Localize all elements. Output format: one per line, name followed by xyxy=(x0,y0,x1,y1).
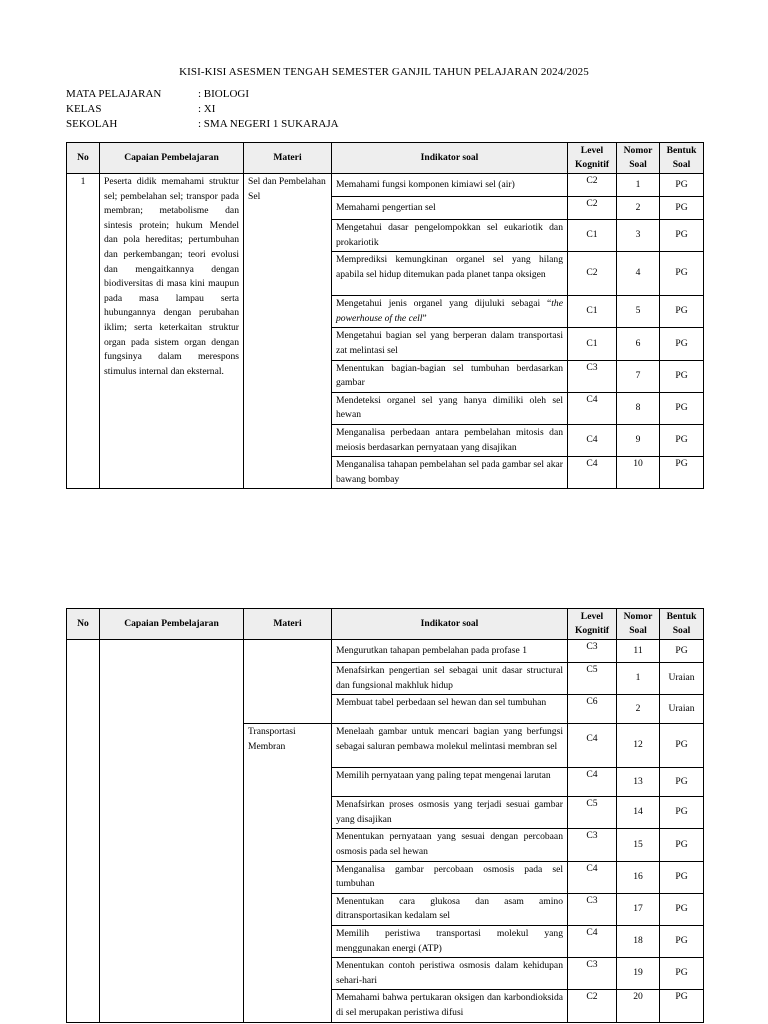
meta-class xyxy=(66,103,215,115)
materi-cell xyxy=(244,640,332,724)
bentuk-cell: PG xyxy=(660,797,704,829)
meta-label: MATA PELAJARAN xyxy=(66,88,162,100)
level-cell: C1 xyxy=(568,296,617,328)
level-cell: C2 xyxy=(568,252,617,296)
table-row xyxy=(67,640,704,663)
bentuk-cell: PG xyxy=(660,197,704,220)
level-cell: C2 xyxy=(568,174,617,197)
nomor-cell: 11 xyxy=(617,640,660,663)
nomor-cell: 8 xyxy=(617,392,660,424)
assessment-table-2 xyxy=(66,608,704,1023)
bentuk-cell: PG xyxy=(660,220,704,252)
indikator-cell: Membuat tabel perbedaan sel hewan dan sel tumbuhan xyxy=(332,695,568,724)
level-cell: C4 xyxy=(568,861,617,893)
assessment-table-1 xyxy=(66,142,704,489)
header-bentuk: Bentuk Soal xyxy=(660,143,704,174)
indikator-cell: Menafsirkan pengertian sel sebagai unit dasar structural dan fungsional makhluk hidup xyxy=(332,663,568,695)
bentuk-cell: PG xyxy=(660,861,704,893)
level-cell: C2 xyxy=(568,197,617,220)
header-no: No xyxy=(67,143,100,174)
bentuk-cell: PG xyxy=(660,392,704,424)
nomor-cell: 1 xyxy=(617,663,660,695)
bentuk-cell: PG xyxy=(660,768,704,797)
nomor-cell: 2 xyxy=(617,695,660,724)
nomor-cell: 2 xyxy=(617,197,660,220)
bentuk-cell: PG xyxy=(660,252,704,296)
level-cell: C4 xyxy=(568,925,617,957)
indikator-cell: Memilih pernyataan yang paling tepat mengenai larutan xyxy=(332,768,568,797)
indikator-cell: Memahami pengertian sel xyxy=(332,197,568,220)
indikator-cell: Memahami bahwa pertukaran oksigen dan karbondioksida di sel merupakan peristiwa difusi xyxy=(332,990,568,1022)
document-title: KISI-KISI ASESMEN TENGAH SEMESTER GANJIL TAHUN PELAJARAN 2024/2025 xyxy=(179,66,589,78)
nomor-cell: 7 xyxy=(617,360,660,392)
nomor-cell: 17 xyxy=(617,893,660,925)
indikator-cell: Memilih peristiwa transportasi molekul yang menggunakan energi (ATP) xyxy=(332,925,568,957)
header-materi: Materi xyxy=(244,143,332,174)
level-cell: C3 xyxy=(568,958,617,990)
indikator-cell: Menafsirkan proses osmosis yang terjadi sesuai gambar yang disajikan xyxy=(332,797,568,829)
nomor-cell: 6 xyxy=(617,328,660,360)
indikator-cell: Menentukan bagian-bagian sel tumbuhan berdasarkan gambar xyxy=(332,360,568,392)
indikator-cell: Menentukan contoh peristiwa osmosis dalam kehidupan sehari-hari xyxy=(332,958,568,990)
level-cell: C5 xyxy=(568,663,617,695)
capaian-cell xyxy=(100,640,244,1023)
bentuk-cell: PG xyxy=(660,424,704,456)
nomor-cell: 5 xyxy=(617,296,660,328)
level-cell: C3 xyxy=(568,829,617,861)
indikator-cell: Menentukan cara glukosa dan asam amino ditransportasikan kedalam sel xyxy=(332,893,568,925)
meta-value: : SMA NEGERI 1 SUKARAJA xyxy=(198,118,339,130)
level-cell: C4 xyxy=(568,392,617,424)
header-level: Level Kognitif xyxy=(568,609,617,640)
header-row xyxy=(67,143,704,174)
indikator-cell: Memprediksi kemungkinan organel sel yang hilang apabila sel hidup ditemukan pada planet tanpa oksigen xyxy=(332,252,568,296)
capaian-cell: Peserta didik memahami struktur sel; pembelahan sel; transpor pada membran; metabolisme dan sintesis protein; hukum Mendel dan pola hereditas; pertumbuhan dan perkembangan; teori evolusi dan mengaitkannya dengan biodiversitas di masa kini maupun pada masa lampau serta hubungannya dengan perubahan iklim; serta keterkaitan struktur organ pada sistem organ dengan fungsinya dalam merespons stimulus internal dan eksternal. xyxy=(100,174,244,489)
level-cell: C3 xyxy=(568,640,617,663)
header-bentuk: Bentuk Soal xyxy=(660,609,704,640)
bentuk-cell: PG xyxy=(660,640,704,663)
indikator-cell: Mengetahui jenis organel yang dijuluki sebagai “the powerhouse of the cell” xyxy=(332,296,568,328)
italic-phrase: the powerhouse of the cell xyxy=(336,298,563,324)
nomor-cell: 18 xyxy=(617,925,660,957)
header-indikator: Indikator soal xyxy=(332,609,568,640)
header-capaian: Capaian Pembelajaran xyxy=(100,609,244,640)
indikator-cell: Memahami fungsi komponen kimiawi sel (air) xyxy=(332,174,568,197)
header-no: No xyxy=(67,609,100,640)
level-cell: C3 xyxy=(568,360,617,392)
header-nomor: Nomor Soal xyxy=(617,143,660,174)
level-cell: C4 xyxy=(568,424,617,456)
header-capaian: Capaian Pembelajaran xyxy=(100,143,244,174)
level-cell: C1 xyxy=(568,220,617,252)
meta-label: KELAS xyxy=(66,103,102,115)
header-materi: Materi xyxy=(244,609,332,640)
level-cell: C2 xyxy=(568,990,617,1022)
indikator-cell: Mengetahui dasar pengelompokkan sel eukariotik dan prokariotik xyxy=(332,220,568,252)
meta-school xyxy=(66,118,339,130)
nomor-cell: 12 xyxy=(617,724,660,768)
nomor-cell: 1 xyxy=(617,174,660,197)
indikator-cell: Menentukan pernyataan yang sesuai dengan percobaan osmosis pada sel hewan xyxy=(332,829,568,861)
nomor-cell: 19 xyxy=(617,958,660,990)
bentuk-cell: PG xyxy=(660,328,704,360)
meta-value: : XI xyxy=(198,103,216,115)
bentuk-cell: PG xyxy=(660,360,704,392)
level-cell: C4 xyxy=(568,768,617,797)
nomor-cell: 4 xyxy=(617,252,660,296)
meta-label: SEKOLAH xyxy=(66,118,118,130)
meta-subject xyxy=(66,88,249,100)
nomor-cell: 15 xyxy=(617,829,660,861)
indikator-cell: Menganalisa perbedaan antara pembelahan mitosis dan meiosis berdasarkan pernyataan yang disajikan xyxy=(332,424,568,456)
indikator-cell: Menganalisa tahapan pembelahan sel pada gambar sel akar bawang bombay xyxy=(332,457,568,489)
indikator-cell: Menganalisa gambar percobaan osmosis pada sel tumbuhan xyxy=(332,861,568,893)
level-cell: C4 xyxy=(568,724,617,768)
level-cell: C1 xyxy=(568,328,617,360)
bentuk-cell: PG xyxy=(660,958,704,990)
bentuk-cell: PG xyxy=(660,174,704,197)
level-cell: C5 xyxy=(568,797,617,829)
level-cell: C6 xyxy=(568,695,617,724)
header-indikator: Indikator soal xyxy=(332,143,568,174)
meta-value: : BIOLOGI xyxy=(198,88,250,100)
bentuk-cell: PG xyxy=(660,990,704,1022)
bentuk-cell: PG xyxy=(660,296,704,328)
nomor-cell: 13 xyxy=(617,768,660,797)
nomor-cell: 14 xyxy=(617,797,660,829)
indikator-cell: Menelaah gambar untuk mencari bagian yang berfungsi sebagai saluran pembawa molekul melintasi membran sel xyxy=(332,724,568,768)
level-cell: C4 xyxy=(568,457,617,489)
materi-cell: Transportasi Membran xyxy=(244,724,332,1022)
bentuk-cell: PG xyxy=(660,925,704,957)
indikator-cell: Mengetahui bagian sel yang berperan dalam transportasi zat melintasi sel xyxy=(332,328,568,360)
table-row xyxy=(67,174,704,197)
row-number: 1 xyxy=(67,174,100,489)
bentuk-cell: PG xyxy=(660,893,704,925)
level-cell: C3 xyxy=(568,893,617,925)
nomor-cell: 9 xyxy=(617,424,660,456)
row-number xyxy=(67,640,100,1023)
indikator-cell: Mendeteksi organel sel yang hanya dimiliki oleh sel hewan xyxy=(332,392,568,424)
materi-cell: Sel dan Pembelahan Sel xyxy=(244,174,332,489)
bentuk-cell: PG xyxy=(660,829,704,861)
bentuk-cell: Uraian xyxy=(660,663,704,695)
header-nomor: Nomor Soal xyxy=(617,609,660,640)
header-level: Level Kognitif xyxy=(568,143,617,174)
nomor-cell: 20 xyxy=(617,990,660,1022)
header-row xyxy=(67,609,704,640)
bentuk-cell: PG xyxy=(660,457,704,489)
nomor-cell: 3 xyxy=(617,220,660,252)
nomor-cell: 10 xyxy=(617,457,660,489)
indikator-cell: Mengurutkan tahapan pembelahan pada profase 1 xyxy=(332,640,568,663)
bentuk-cell: Uraian xyxy=(660,695,704,724)
nomor-cell: 16 xyxy=(617,861,660,893)
bentuk-cell: PG xyxy=(660,724,704,768)
